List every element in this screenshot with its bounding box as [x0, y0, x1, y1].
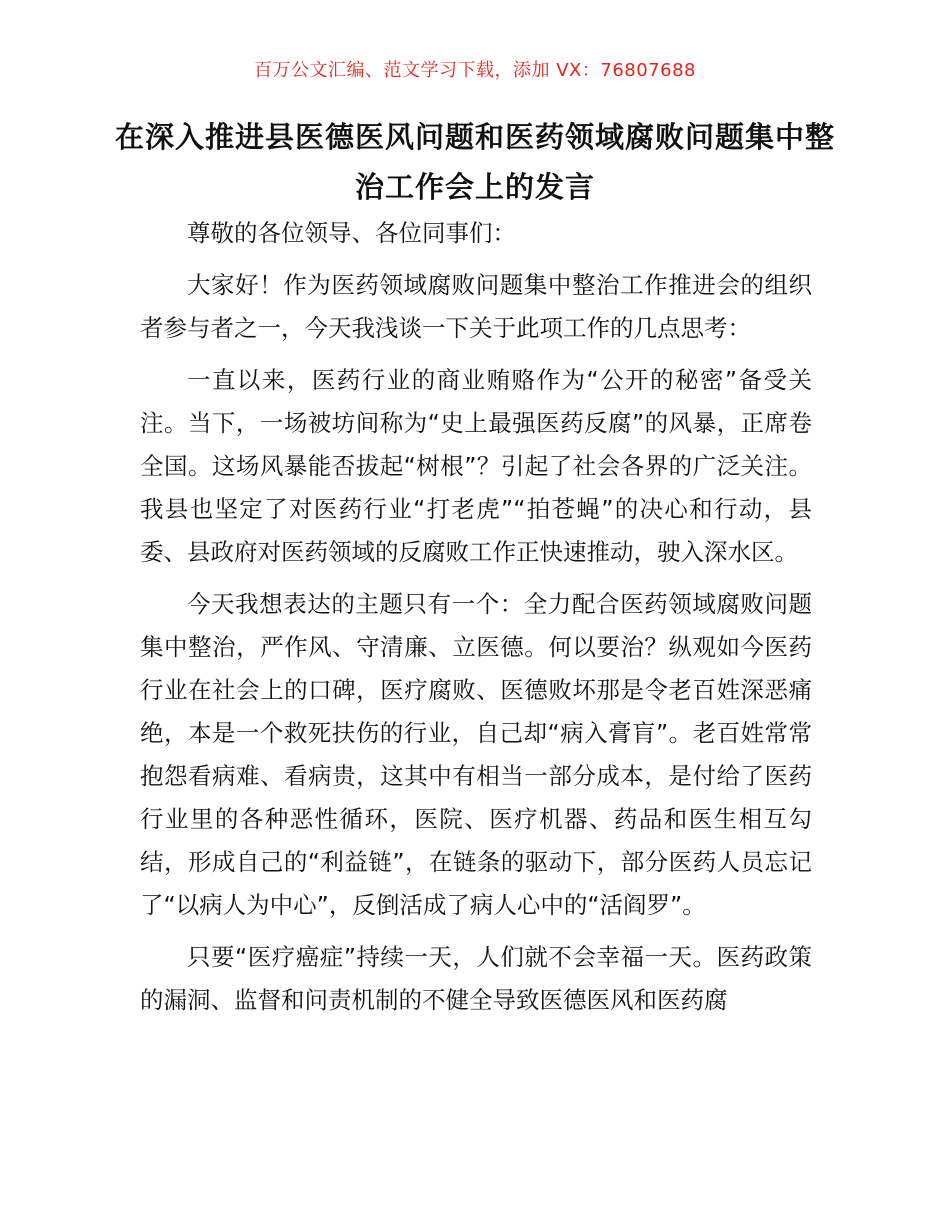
- body-paragraph: 大家好！作为医药领域腐败问题集中整治工作推进会的组织者参与者之一，今天我浅谈一下关于此项工作的几点思考：: [140, 271, 812, 342]
- watermark-header: 百万公文汇编、范文学习下载，添加 VX：76807688: [254, 60, 696, 81]
- document-body: [140, 212, 812, 1031]
- body-paragraph: 一直以来，医药行业的商业贿赂作为“公开的秘密”备受关注。当下，一场被坊间称为“史上最强医药反腐”的风暴，正席卷全国。这场风暴能否拔起“树根”？引起了社会各界的广泛关注。我县也坚定了对医药行业“打老虎”“拍苍蝇”的决心和行动，县委、县政府对医药领域的反腐败工作正快速推动，驶入深水区。: [140, 366, 812, 566]
- body-paragraph: 只要“医疗癌症”持续一天，人们就不会幸福一天。医药政策的漏洞、监督和问责机制的不健全导致医德医风和医药腐: [140, 943, 812, 1014]
- greeting-paragraph: 尊敬的各位领导、各位同事们：: [187, 219, 516, 247]
- body-paragraph: 今天我想表达的主题只有一个：全力配合医药领域腐败问题集中整治，严作风、守清廉、立医德。何以要治？纵观如今医药行业在社会上的口碑，医疗腐败、医德败坏那是令老百姓深恶痛绝，本是一个救死扶伤的行业，自己却“病入膏肓”。老百姓常常抱怨看病难、看病贵，这其中有相当一部分成本，是付给了医药行业里的各种恶性循环，医院、医疗机器、药品和医生相互勾结，形成自己的“利益链”，在链条的驱动下，部分医药人员忘记了“以病人为中心”，反倒活成了病人心中的“活阎罗”。: [140, 590, 812, 919]
- document-title: 在深入推进县医德医风问题和医药领域腐败问题集中整治工作会上的发言: [114, 120, 835, 204]
